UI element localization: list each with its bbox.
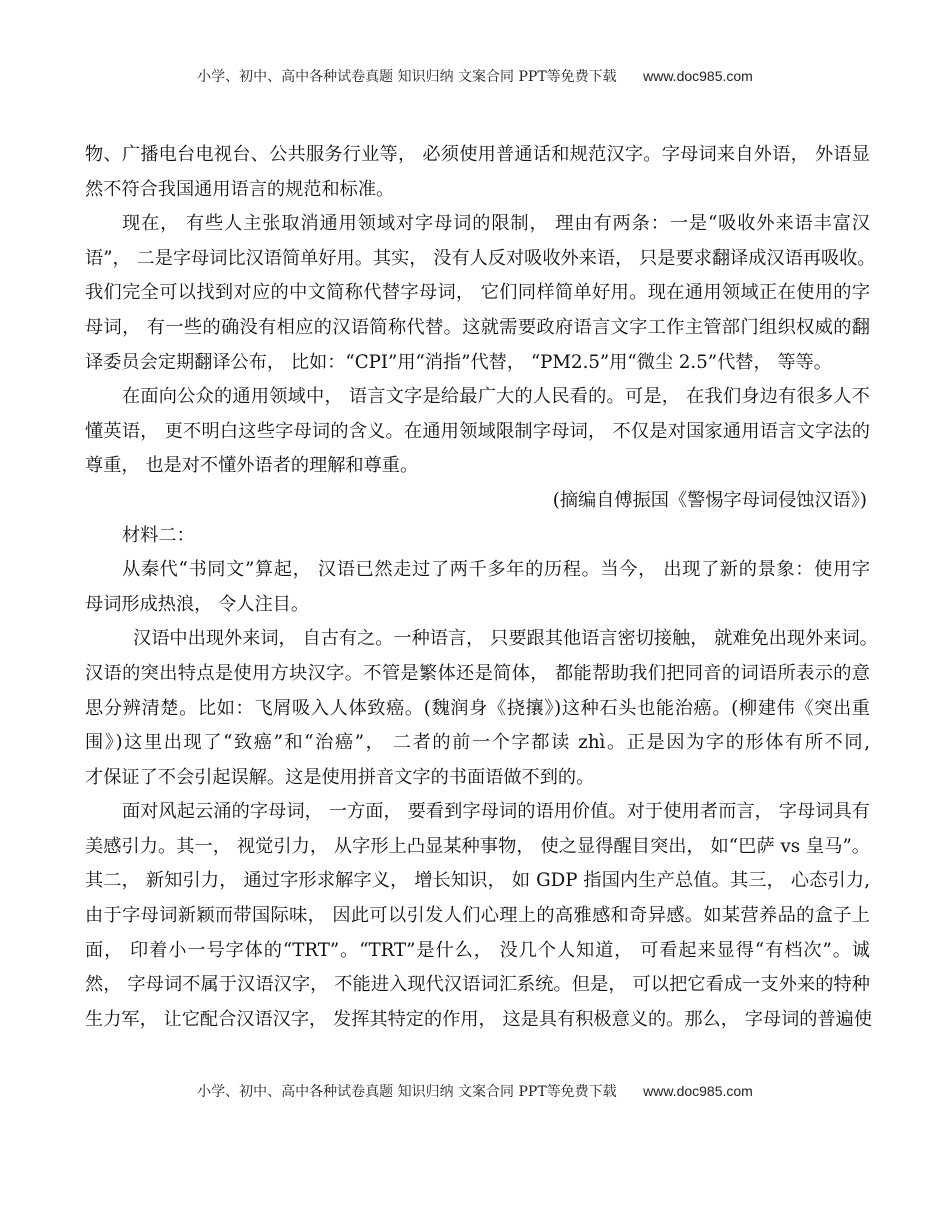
footer-site: www.doc985.com bbox=[643, 1083, 753, 1099]
article-body bbox=[85, 138, 878, 1037]
text-line: 汉语的突出特点是使用方块汉字。不管是繁体还是简体， 都能帮助我们把同音的词语所表示的意 bbox=[85, 662, 870, 684]
text-line: 才保证了不会引起误解。这是使用拼音文字的书面语做不到的。 bbox=[85, 766, 595, 788]
text-line: 懂英语， 更不明白这些字母词的含义。在通用领域限制字母词， 不仅是对国家通用语言文字法的 bbox=[85, 420, 870, 442]
text-line: 思分辨清楚。比如：飞屑吸入人体致癌。(魏润身《挠攘》)这种石头也能治癌。(柳建伟《突出重 bbox=[85, 697, 870, 719]
text-line: 然不符合我国通用语言的规范和标准。 bbox=[85, 178, 395, 200]
page-footer bbox=[0, 1081, 950, 1101]
header-text: 小学、初中、高中各种试卷真题 知识归纳 文案合同 PPT等免费下载 bbox=[197, 69, 617, 85]
text-line: 母词形成热浪， 令人注目。 bbox=[85, 593, 310, 615]
text-line: 汉语中出现外来词， 自古有之。一种语言， 只要跟其他语言密切接触， 就难免出现外来词。 bbox=[133, 628, 878, 650]
text-line: 我们完全可以找到对应的中文简称代替字母词， 它们同样简单好用。现在通用领域正在使用的字 bbox=[85, 282, 870, 304]
text-line: 尊重， 也是对不懂外语者的理解和尊重。 bbox=[85, 455, 419, 477]
footer-text: 小学、初中、高中各种试卷真题 知识归纳 文案合同 PPT等免费下载 bbox=[197, 1084, 617, 1100]
text-line: 语”， 二是字母词比汉语简单好用。其实， 没有人反对吸收外来语， 只是要求翻译成汉语再吸收。 bbox=[85, 247, 876, 269]
text-line: 面， 印着小一号字体的“TRT”。“TRT”是什么， 没几个人知道， 可看起来显得“有档次”。诚 bbox=[85, 939, 870, 961]
paragraph-3 bbox=[85, 380, 870, 484]
text-line: 物、广播电台电视台、公共服务行业等， 必须使用普通话和规范汉字。字母词来自外语， 外语显 bbox=[85, 144, 870, 165]
paragraph-4 bbox=[85, 553, 870, 622]
text-line: 从秦代“书同文”算起， 汉语已然走过了两千多年的历程。当今， 出现了新的景象：使用字 bbox=[122, 559, 870, 581]
paragraph-2 bbox=[85, 207, 876, 380]
paragraph-1 bbox=[85, 138, 870, 207]
text-line: 然， 字母词不属于汉语汉字， 不能进入现代汉语词汇系统。但是， 可以把它看成一支外来的特种 bbox=[85, 974, 870, 996]
text-line: 围》)这里出现了“致癌”和“治癌”， 二者的前一个字都读 zhì。正是因为字的形体有所不同, bbox=[85, 732, 870, 754]
text-line: 美感引力。其一， 视觉引力， 从字形上凸显某种事物， 使之显得醒目突出， 如“巴萨 vs 皇马”。 bbox=[85, 835, 870, 857]
text-line: 译委员会定期翻译公布， 比如：“CPI”用“消指”代替， “PM2.5”用“微尘 2.5”代替， 等等。 bbox=[85, 351, 832, 373]
header-site: www.doc985.com bbox=[643, 68, 753, 84]
page-header bbox=[0, 66, 950, 86]
text-line: 母词， 有一些的确没有相应的汉语简称代替。这就需要政府语言文字工作主管部门组织权威的翻 bbox=[85, 316, 870, 338]
text-line: 在面向公众的通用领域中， 语言文字是给最广大的人民看的。可是， 在我们身边有很多人不 bbox=[122, 386, 870, 408]
text-line: 由于字母词新颖而带国际味， 因此可以引发人们心理上的高雅感和奇异感。如某营养品的盒子上 bbox=[85, 905, 870, 927]
paragraph-6 bbox=[85, 795, 873, 1037]
text-line: 现在， 有些人主张取消通用领域对字母词的限制， 理由有两条：一是“吸收外来语丰富汉 bbox=[122, 213, 870, 235]
material-2-label: 材料二： bbox=[122, 524, 195, 546]
paragraph-5 bbox=[85, 622, 878, 795]
source-citation: (摘编自傅振国《警惕字母词侵蚀汉语》) bbox=[552, 489, 867, 511]
text-line: 生力军， 让它配合汉语汉字， 发挥其特定的作用， 这是具有积极意义的。那么， 字母词的普遍使 bbox=[85, 1008, 873, 1030]
text-line: 面对风起云涌的字母词， 一方面， 要看到字母词的语用价值。对于使用者而言， 字母词具有 bbox=[122, 801, 870, 823]
text-line: 其二， 新知引力， 通过字形求解字义， 增长知识， 如 GDP 指国内生产总值。其三， 心态引力, bbox=[85, 870, 870, 892]
